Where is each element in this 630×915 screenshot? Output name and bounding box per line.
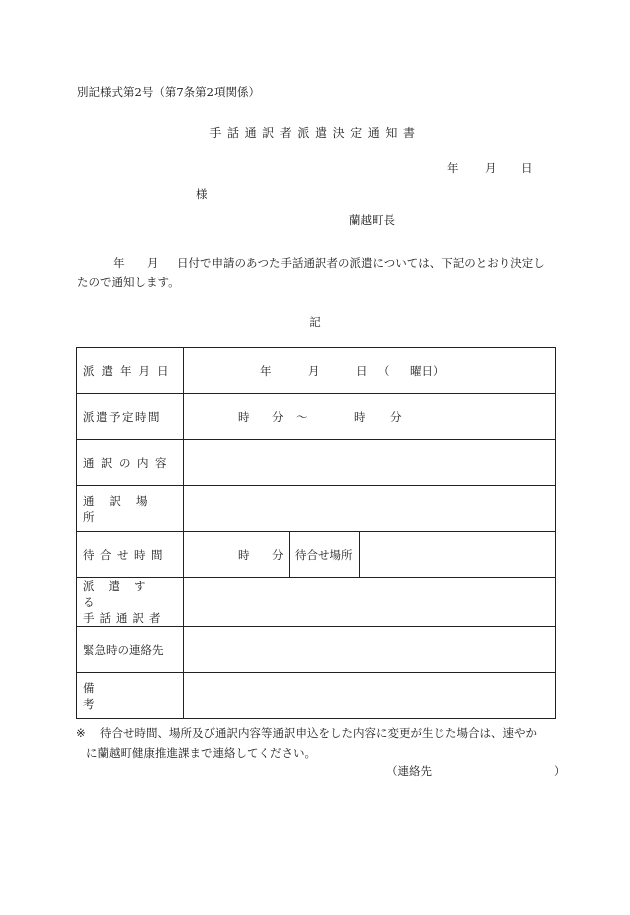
row-label	[77, 578, 184, 627]
emergency-contact-label: 緊急時の連絡先	[83, 642, 164, 657]
contact-line	[386, 763, 566, 779]
row-label	[77, 627, 184, 673]
interpreter-label-line2: 手話通訳者	[83, 611, 166, 625]
date-month-label: 月	[485, 161, 497, 175]
body-text: 日付で申請のあつた手話通訳者の派遣については、下記のとおり決定したので通知します。	[77, 256, 545, 289]
dispatch-weekday: 曜日）	[410, 363, 445, 378]
note-mark: ※	[76, 726, 86, 740]
row-label	[77, 532, 184, 578]
remarks-field[interactable]	[184, 673, 556, 719]
table-row	[77, 627, 556, 673]
document-title: 手話通訳者派遣決定通知書	[209, 126, 421, 140]
table-row	[77, 440, 556, 486]
note-line-2: に蘭越町健康推進課まで連絡してください。	[86, 746, 316, 760]
dispatch-details-table	[76, 347, 556, 719]
interpreter-field[interactable]	[184, 578, 556, 627]
table-row	[77, 486, 556, 532]
issue-date	[447, 160, 533, 176]
meeting-time-label: 待合せ時間	[83, 547, 168, 562]
ki-heading: 記	[309, 315, 321, 329]
end-minute: 分	[390, 409, 402, 424]
table-row	[77, 673, 556, 719]
table-row	[77, 394, 556, 440]
body-year-label: 年	[113, 256, 125, 270]
start-minute: 分	[272, 409, 284, 424]
emergency-contact-field[interactable]	[184, 627, 556, 673]
remarks-label: 備考	[83, 680, 155, 711]
cell-divider	[359, 532, 360, 577]
date-year-label: 年	[447, 161, 459, 175]
scheduled-time-field[interactable]	[184, 394, 556, 440]
body-paragraph	[77, 254, 553, 292]
meeting-time-cell	[184, 532, 556, 578]
row-label	[77, 673, 184, 719]
footer-note	[76, 723, 556, 763]
meeting-minute: 分	[272, 547, 284, 562]
contact-close: ）	[554, 764, 566, 778]
form-number: 別記様式第2号（第7条第2項関係）	[77, 85, 260, 99]
interpreter-label-line1: 派遣する	[83, 579, 160, 609]
row-label	[77, 486, 184, 532]
start-hour: 時	[238, 409, 250, 424]
dispatch-day: 日	[356, 363, 368, 378]
body-month-label: 月	[147, 256, 159, 270]
dispatch-date-field[interactable]	[184, 348, 556, 394]
interpretation-content-field[interactable]	[184, 440, 556, 486]
time-range-tilde: ～	[296, 409, 308, 424]
meeting-place-label: 待合せ場所	[295, 547, 353, 562]
table-row	[77, 348, 556, 394]
note-line-1: 待合せ時間、場所及び通訳内容等通訳申込をした内容に変更が生じた場合は、速やか	[100, 726, 537, 740]
issuer-name: 蘭越町長	[349, 213, 395, 227]
recipient-suffix: 様	[196, 187, 208, 201]
table-row	[77, 578, 556, 627]
date-day-label: 日	[521, 161, 533, 175]
dispatch-month: 月	[308, 363, 320, 378]
table-row	[77, 532, 556, 578]
interpretation-content-label: 通訳の内容	[83, 455, 173, 470]
interpretation-place-field[interactable]	[184, 486, 556, 532]
end-hour: 時	[354, 409, 366, 424]
dispatch-year: 年	[260, 363, 272, 378]
cell-divider	[289, 532, 290, 577]
meeting-hour: 時	[238, 547, 250, 562]
row-label	[77, 348, 184, 394]
interpretation-place-label: 通訳場所	[83, 493, 163, 524]
scheduled-time-label: 派遣予定時間	[83, 409, 161, 424]
contact-open: （連絡先	[386, 764, 432, 778]
dispatch-paren-open: （	[378, 363, 390, 378]
dispatch-date-label: 派遣年月日	[83, 363, 176, 378]
row-label	[77, 440, 184, 486]
row-label	[77, 394, 184, 440]
